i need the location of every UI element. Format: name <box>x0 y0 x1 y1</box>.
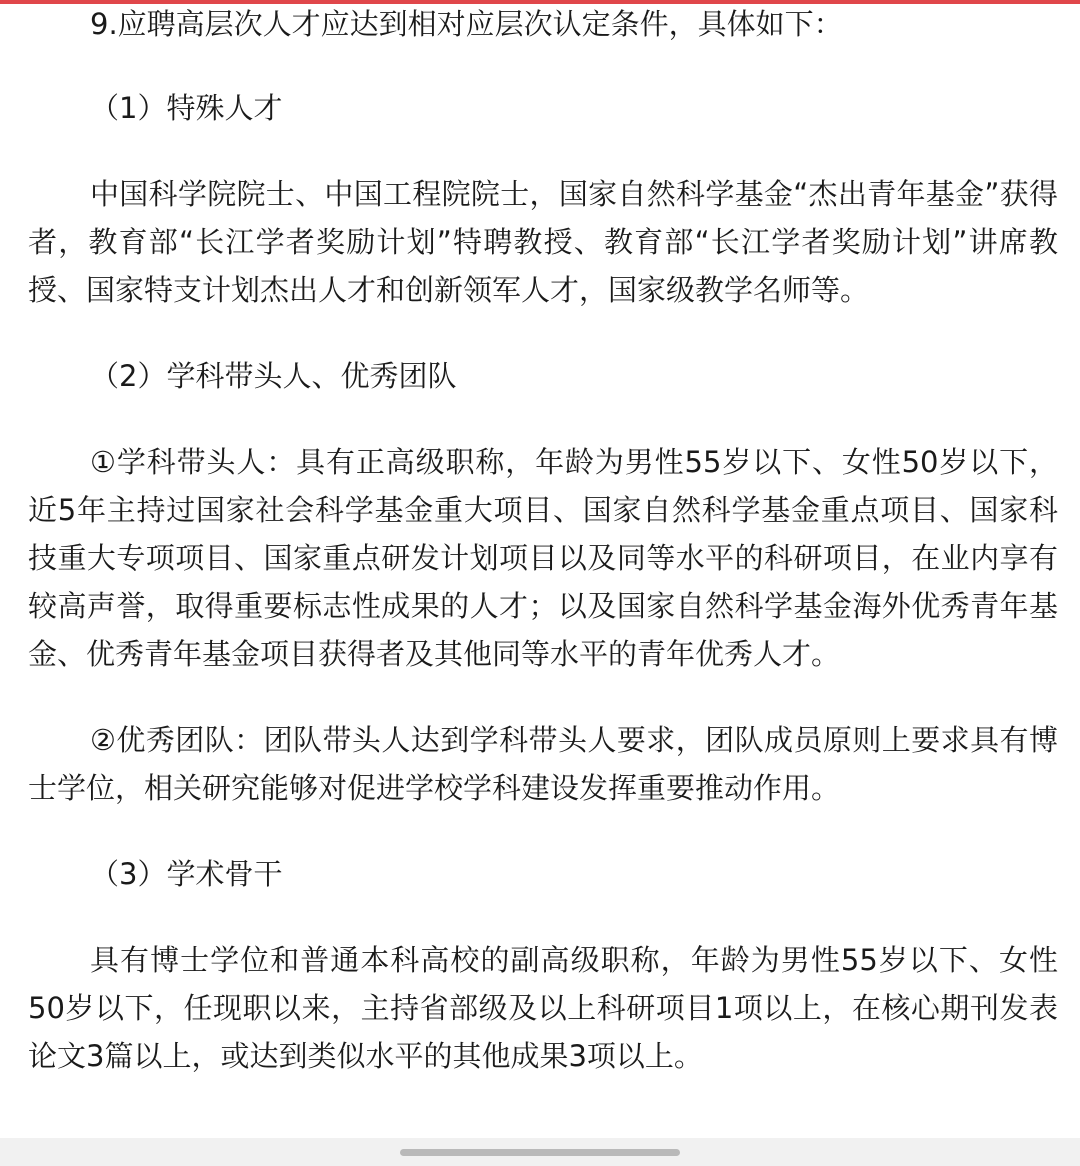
intro-line: 9.应聘高层次人才应达到相对应层次认定条件，具体如下： <box>90 7 843 41</box>
document-content[interactable] <box>28 0 1058 1080</box>
section-1-body: 中国科学院院士、中国工程院院士，国家自然科学基金“杰出青年基金”获得者，教育部“长江学者奖励计划”特聘教授、教育部“长江学者奖励计划”讲席教授、国家特支计划杰出人才和创新领军人才，国家级教学名师等。 <box>28 177 1058 307</box>
section-2-heading: （2）学科带头人、优秀团队 <box>90 359 457 393</box>
section-1-heading: （1）特殊人才 <box>90 91 283 125</box>
section-3-heading: （3）学术骨干 <box>90 857 283 891</box>
section-2-item-1: ①学科带头人：具有正高级职称，年龄为男性55岁以下、女性50岁以下，近5年主持过国家社会科学基金重大项目、国家自然科学基金重点项目、国家科技重大专项项目、国家重点研发计划项目以及同等水平的科研项目，在业内享有较高声誉，取得重要标志性成果的人才；以及国家自然科学基金海外优秀青年基金、优秀青年基金项目获得者及其他同等水平的青年优秀人才。 <box>28 445 1058 671</box>
home-indicator[interactable] <box>400 1149 680 1156</box>
navigation-bar <box>0 1138 1080 1166</box>
section-2-item-2: ②优秀团队：团队带头人达到学科带头人要求，团队成员原则上要求具有博士学位，相关研究能够对促进学校学科建设发挥重要推动作用。 <box>28 723 1058 805</box>
section-3-body: 具有博士学位和普通本科高校的副高级职称，年龄为男性55岁以下、女性50岁以下，任现职以来，主持省部级及以上科研项目1项以上，在核心期刊发表论文3篇以上，或达到类似水平的其他成果3项以上。 <box>28 943 1058 1073</box>
